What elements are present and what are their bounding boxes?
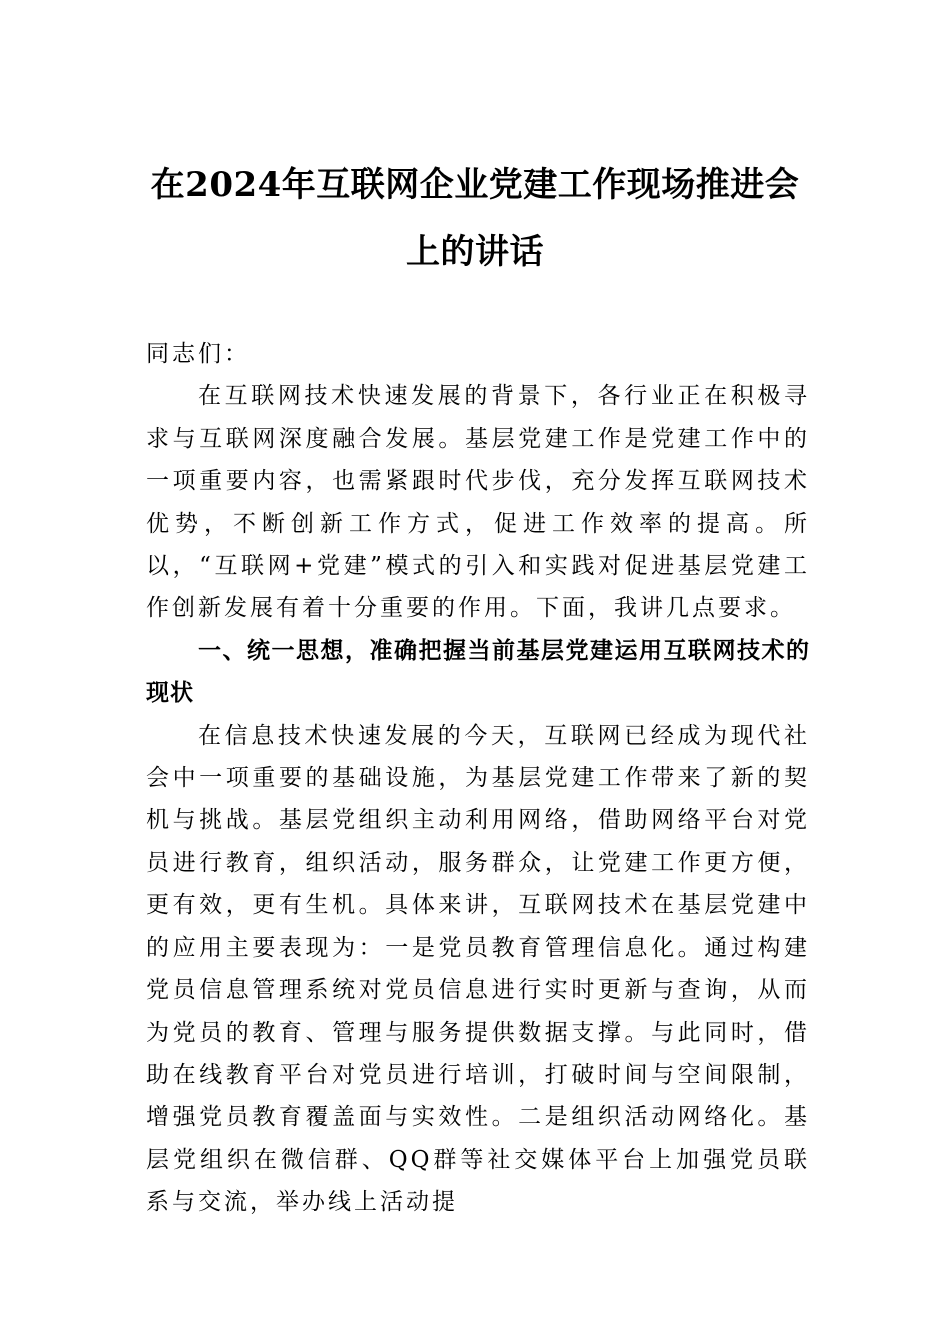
section-1-paragraph: 在信息技术快速发展的今天，互联网已经成为现代社会中一项重要的基础设施，为基层党建工作带来了新的契机与挑战。基层党组织主动利用网络，借助网络平台对党员进行教育，组织活动，服务群众，让党建工作更方便，更有效，更有生机。具体来讲，互联网技术在基层党建中的应用主要表现为：一是党员教育管理信息化。通过构建党员信息管理系统对党员信息进行实时更新与查询，从而为党员的教育、管理与服务提供数据支撑。与此同时，借助在线教育平台对党员进行培训，打破时间与空间限制，增强党员教育覆盖面与实效性。二是组织活动网络化。基层党组织在微信群、QQ群等社交媒体平台上加强党员联系与交流，举办线上活动提 (146, 722, 810, 1216)
intro-paragraph: 在互联网技术快速发展的背景下，各行业正在积极寻求与互联网深度融合发展。基层党建工作是党建工作中的一项重要内容，也需紧跟时代步伐，充分发挥互联网技术优势，不断创新工作方式，促进工作效率的提高。所以，“互联网+党建”模式的引入和实践对促进基层党建工作创新发展有着十分重要的作用。下面，我讲几点要求。 (146, 383, 810, 622)
document-body (146, 333, 810, 1224)
salutation: 同志们： (146, 341, 250, 367)
document-title-line-1: 在2024年互联网企业党建工作现场推进会 (150, 165, 800, 205)
document-title-line-2: 上的讲话 (406, 232, 544, 272)
section-1-heading: 一、统一思想，准确把握当前基层党建运用互联网技术的现状 (146, 637, 810, 707)
